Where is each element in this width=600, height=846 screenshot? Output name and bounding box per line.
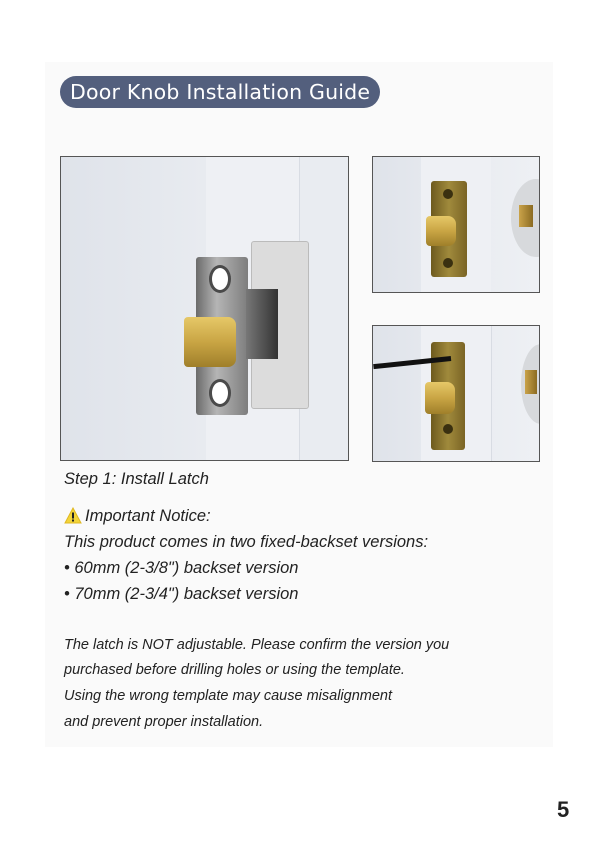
step-heading: Step 1: Install Latch bbox=[64, 470, 209, 488]
bullet-item: • 70mm (2-3/4") backset version bbox=[64, 585, 299, 603]
warning-icon bbox=[64, 507, 82, 524]
note-line: and prevent proper installation. bbox=[64, 714, 264, 730]
note-line: The latch is NOT adjustable. Please confirm the version you bbox=[64, 637, 450, 653]
latch-screwing-photo bbox=[372, 325, 540, 462]
note-line: Using the wrong template may cause misalignment bbox=[64, 688, 393, 704]
bullet-item: • 60mm (2-3/8") backset version bbox=[64, 559, 299, 577]
notice-label: Important Notice: bbox=[85, 507, 211, 525]
screw-hole-bottom bbox=[209, 379, 231, 407]
page-title: Door Knob Installation Guide bbox=[60, 76, 380, 108]
note-line: purchased before drilling holes or using the template. bbox=[64, 662, 405, 678]
latch-inserted-photo bbox=[372, 156, 540, 293]
latch-bolt bbox=[184, 317, 236, 367]
latch-installed-photo bbox=[60, 156, 349, 461]
notice-description: This product comes in two fixed-backset versions: bbox=[64, 533, 429, 551]
screw-hole-top bbox=[209, 265, 231, 293]
page-number: 5 bbox=[557, 797, 570, 822]
